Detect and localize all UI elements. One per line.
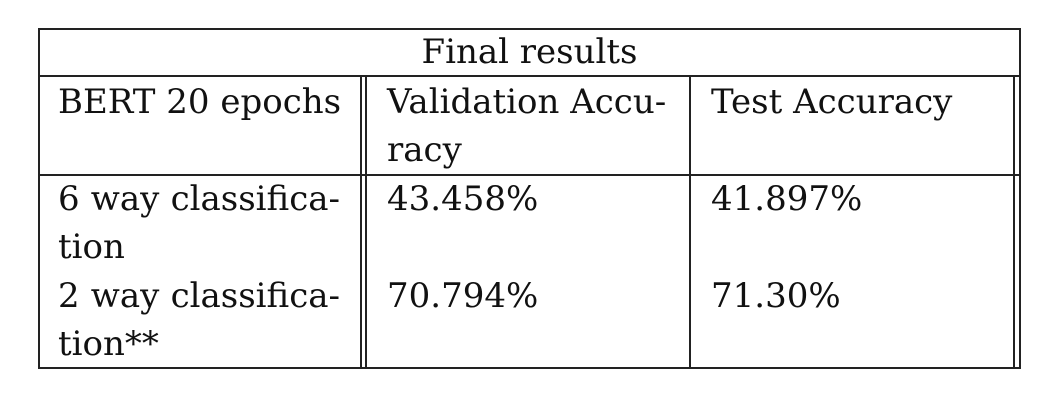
- col1-double-rule-a: [360, 75, 362, 369]
- row1-validation: 43.458%: [387, 179, 539, 219]
- right-border: [1019, 28, 1021, 369]
- col1-double-rule-b: [365, 75, 367, 369]
- col2-rule: [689, 75, 691, 369]
- row1-test: 41.897%: [711, 179, 863, 219]
- table-bottom-rule: [38, 367, 1021, 369]
- row2-test: 71.30%: [711, 276, 841, 316]
- header-validation-line1: Validation Accu-: [387, 82, 667, 122]
- header-test: Test Accuracy: [711, 82, 953, 122]
- header-validation-line2: racy: [387, 130, 462, 170]
- row2-label-line2: tion**: [58, 324, 159, 364]
- row1-label-line2: tion: [58, 227, 125, 267]
- row1-label-line1: 6 way classifica-: [58, 179, 340, 219]
- col3-inner-rule: [1013, 75, 1015, 369]
- results-table: [38, 28, 1021, 369]
- table-caption: Final results: [421, 32, 638, 72]
- left-border: [38, 28, 40, 369]
- header-model: BERT 20 epochs: [58, 82, 342, 122]
- row2-validation: 70.794%: [387, 276, 539, 316]
- row2-label-line1: 2 way classifica-: [58, 276, 340, 316]
